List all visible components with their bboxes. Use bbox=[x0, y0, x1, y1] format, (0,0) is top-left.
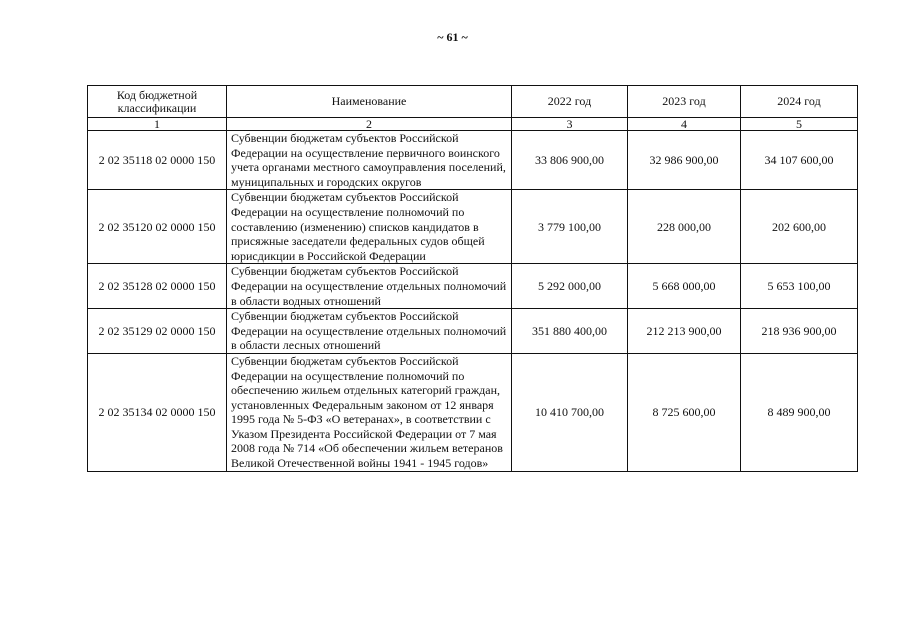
header-row bbox=[88, 86, 858, 118]
budget-code: 2 02 35129 02 0000 150 bbox=[88, 309, 227, 354]
amount-2024: 34 107 600,00 bbox=[741, 131, 858, 190]
item-name: Субвенции бюджетам субъектов Российской Федерации на осуществление первичного воинского учета органами местного самоуправления поселений, муниципальных и городских округов bbox=[227, 131, 512, 190]
amount-2024: 202 600,00 bbox=[741, 190, 858, 264]
budget-code: 2 02 35118 02 0000 150 bbox=[88, 131, 227, 190]
amount-2022: 3 779 100,00 bbox=[512, 190, 628, 264]
amount-2022: 5 292 000,00 bbox=[512, 264, 628, 309]
amount-2024: 218 936 900,00 bbox=[741, 309, 858, 354]
header-code: Код бюджетной классификации bbox=[88, 86, 227, 118]
table-row bbox=[88, 353, 858, 471]
table-row bbox=[88, 309, 858, 354]
amount-2023: 5 668 000,00 bbox=[628, 264, 741, 309]
header-2023: 2023 год bbox=[628, 86, 741, 118]
table-row bbox=[88, 190, 858, 264]
column-number: 3 bbox=[512, 118, 628, 131]
amount-2023: 212 213 900,00 bbox=[628, 309, 741, 354]
budget-code: 2 02 35128 02 0000 150 bbox=[88, 264, 227, 309]
item-name: Субвенции бюджетам субъектов Российской Федерации на осуществление полномочий по обеспечению жильем отдельных категорий граждан, установленных Федеральным законом от 12 января 1995 года № 5-ФЗ «О ветеранах», в соответствии с Указом Президента Российской Федерации от 7 мая 2008 года № 714 «Об обеспечении жильем ветеранов Великой Отечественной войны 1941 - 1945 годов» bbox=[227, 353, 512, 471]
amount-2024: 5 653 100,00 bbox=[741, 264, 858, 309]
page-number: ~ 61 ~ bbox=[437, 30, 468, 44]
amount-2023: 32 986 900,00 bbox=[628, 131, 741, 190]
item-name: Субвенции бюджетам субъектов Российской Федерации на осуществление полномочий по составлению (изменению) списков кандидатов в присяжные заседатели федеральных судов общей юрисдикции в Российской Федерации bbox=[227, 190, 512, 264]
budget-table bbox=[87, 85, 858, 472]
amount-2024: 8 489 900,00 bbox=[741, 353, 858, 471]
amount-2022: 33 806 900,00 bbox=[512, 131, 628, 190]
item-name: Субвенции бюджетам субъектов Российской Федерации на осуществление отдельных полномочий в области водных отношений bbox=[227, 264, 512, 309]
item-name: Субвенции бюджетам субъектов Российской Федерации на осуществление отдельных полномочий в области лесных отношений bbox=[227, 309, 512, 354]
budget-code: 2 02 35120 02 0000 150 bbox=[88, 190, 227, 264]
budget-code: 2 02 35134 02 0000 150 bbox=[88, 353, 227, 471]
header-2022: 2022 год bbox=[512, 86, 628, 118]
column-number: 5 bbox=[741, 118, 858, 131]
column-number: 4 bbox=[628, 118, 741, 131]
column-number-row bbox=[88, 118, 858, 131]
header-name: Наименование bbox=[227, 86, 512, 118]
amount-2022: 351 880 400,00 bbox=[512, 309, 628, 354]
header-2024: 2024 год bbox=[741, 86, 858, 118]
table-row bbox=[88, 131, 858, 190]
table-row bbox=[88, 264, 858, 309]
column-number: 1 bbox=[88, 118, 227, 131]
column-number: 2 bbox=[227, 118, 512, 131]
amount-2023: 228 000,00 bbox=[628, 190, 741, 264]
amount-2023: 8 725 600,00 bbox=[628, 353, 741, 471]
amount-2022: 10 410 700,00 bbox=[512, 353, 628, 471]
